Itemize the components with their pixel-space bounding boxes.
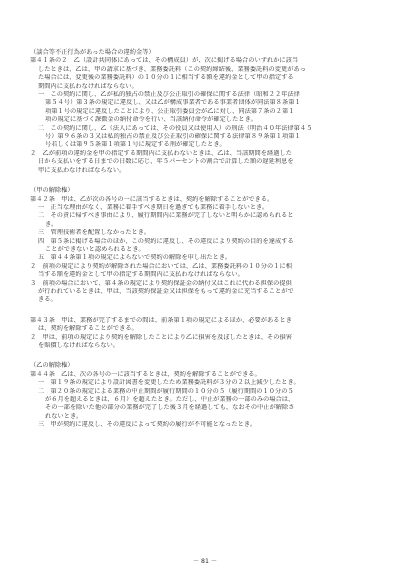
list-item-line: 一 第１９条の規定により設計図書を変更したため業務委託料が３分の２以上減少したとき。 [38,379,300,387]
paragraph-line: ２ 甲は、前項の規定により契約を解除したことにより乙に損害を及ぼしたときは、その損害 [30,333,292,341]
list-item-line: 項第１号の規定に違反したことにより、公正取引委員会が乙に対し、同法第７条の２第１ [45,107,295,115]
paragraph-line: 日から支払いをする日までの日数に応じ、年５パーセントの割合で計算した額の遅延利息を [38,158,294,166]
paragraph-line: ２ 前項の規定により契約が解除された場合においては、乙は、業務委託料の１０分の１に相 [30,262,292,270]
paragraph-line: 第４４条 乙は、次の各号の一に該当するときは、契約を解除することができる。 [30,370,261,378]
list-item-line: 四 第５条に掲げる場合のほか、この契約に違反し、その違反により契約の目的を達成する [38,237,294,245]
list-item-line: ことができないと認められるとき。 [45,245,145,253]
paragraph-line: ２ 乙が前項の違約金を甲の指定する期間内に支払わないときは、乙は、当該期間を経過した [30,149,292,157]
paragraph-line: 第４２条 甲は、乙が次の各号の一に該当するときは、契約を解除することができる。 [30,195,274,203]
paragraph-line: したときは、乙は、甲の請求に基づき、業務委託料（この契約締結後、業務委託料の変更があっ [38,65,306,73]
list-item-line: その一部を除いた他の部分の業務が完了した後３月を経過しても、なおその中止が解除さ [45,404,295,412]
page-number: － 81 － [192,558,218,565]
paragraph-line: 当する額を違約金として甲の指定する期間内に支払わなければならない。 [38,271,244,279]
section-client-termination [30,196,382,305]
list-item-line: 三 管理技術者を配置しなかったとき。 [38,229,151,237]
section-contractor-termination [30,371,382,430]
list-item-line: 一 この契約に関し、乙が私的独占の禁止及び公正取引の確保に関する法律（昭和２２年法律 [38,91,300,99]
list-item-line: 三 甲が契約に違反し、その違反によって契約の履行が不可能となったとき。 [38,421,257,429]
paragraph-line: は、契約を解除することができる。 [38,325,138,333]
section-heading-contractor-termination: （乙の解除権） [30,362,74,370]
list-item-line: 号）第９６条の３又は私的独占の禁止及び公正取引の確保に関する法律第８９条第１項第１ [45,133,301,141]
paragraph-line: 第４１条の２ 乙（設計共同体にあっては、その構成員）が、次に掲げる場合のいずれかに該当 [30,57,299,65]
list-item-line: が６月を超えるときは、６月）を超えたとき。ただし、中止が業務の一部のみの場合は、 [45,396,295,404]
paragraph-line: が行われているときは、甲は、当該契約保証金又は担保をもって違約金に充当することがで [38,287,294,295]
section-bid-rigging [30,57,382,175]
paragraph-line: た場合には、変更後の業務委託料）の１０分の１に相当する額を違約金として甲の指定する [38,74,294,82]
list-item-line: き。 [45,220,58,228]
list-item-line: 二 その責に帰すべき事由により、履行期間内に業務が完了しないと明らかに認められると [38,212,294,220]
section-heading-bid-rigging: （談合等不正行為があった場合の違約金等） [30,49,155,56]
paragraph-line: を賠償しなければならない。 [38,342,120,349]
list-item-line: 二 この契約に関し、乙（法人にあっては、その役員又は使用人）の刑法（明治４０年法律第４５ [38,124,313,132]
paragraph-line: ３ 前項の場合において、第４条の規定により契約保証金の納付又はこれに代わる担保の提供 [30,279,292,287]
list-item-line: 項の規定に基づく課徴金の納付命令を行い、当該納付命令が確定したとき。 [45,116,257,124]
paragraph-line: きる。 [38,296,57,304]
list-item-line: 二 第２０条の規定による業務の中止期間が履行期間の１０分の５（履行期間の１０分の５ [38,387,294,395]
section-convenience-termination [30,317,382,351]
list-item-line: 号若しくは第９５条第１項第１号に規定する刑が確定したとき。 [45,141,226,149]
list-item-line: 一 正当な理由がなく、業務に着手すべき期日を過ぎても業務に着手しないとき。 [38,203,269,211]
section-heading-client-termination: （甲の解除権） [30,187,74,195]
paragraph-line: 期間内に支払わなければならない。 [38,82,138,90]
document-body [30,49,382,430]
list-item-line: れないとき。 [45,412,83,420]
list-item-line: 五 第４４条第１項の規定によらないで契約の解除を申し出たとき。 [38,254,232,262]
paragraph-line: 甲に支払わなければならない。 [38,166,126,174]
list-item-line: 第５４号）第３条の規定に違反し、又は乙が構成事業者である事業者団体が同法第８条第１ [45,99,301,107]
paragraph-line: 第４３条 甲は、業務が完了するまでの間は、前条第１項の規定によるほか、必要があるとき [30,316,292,324]
